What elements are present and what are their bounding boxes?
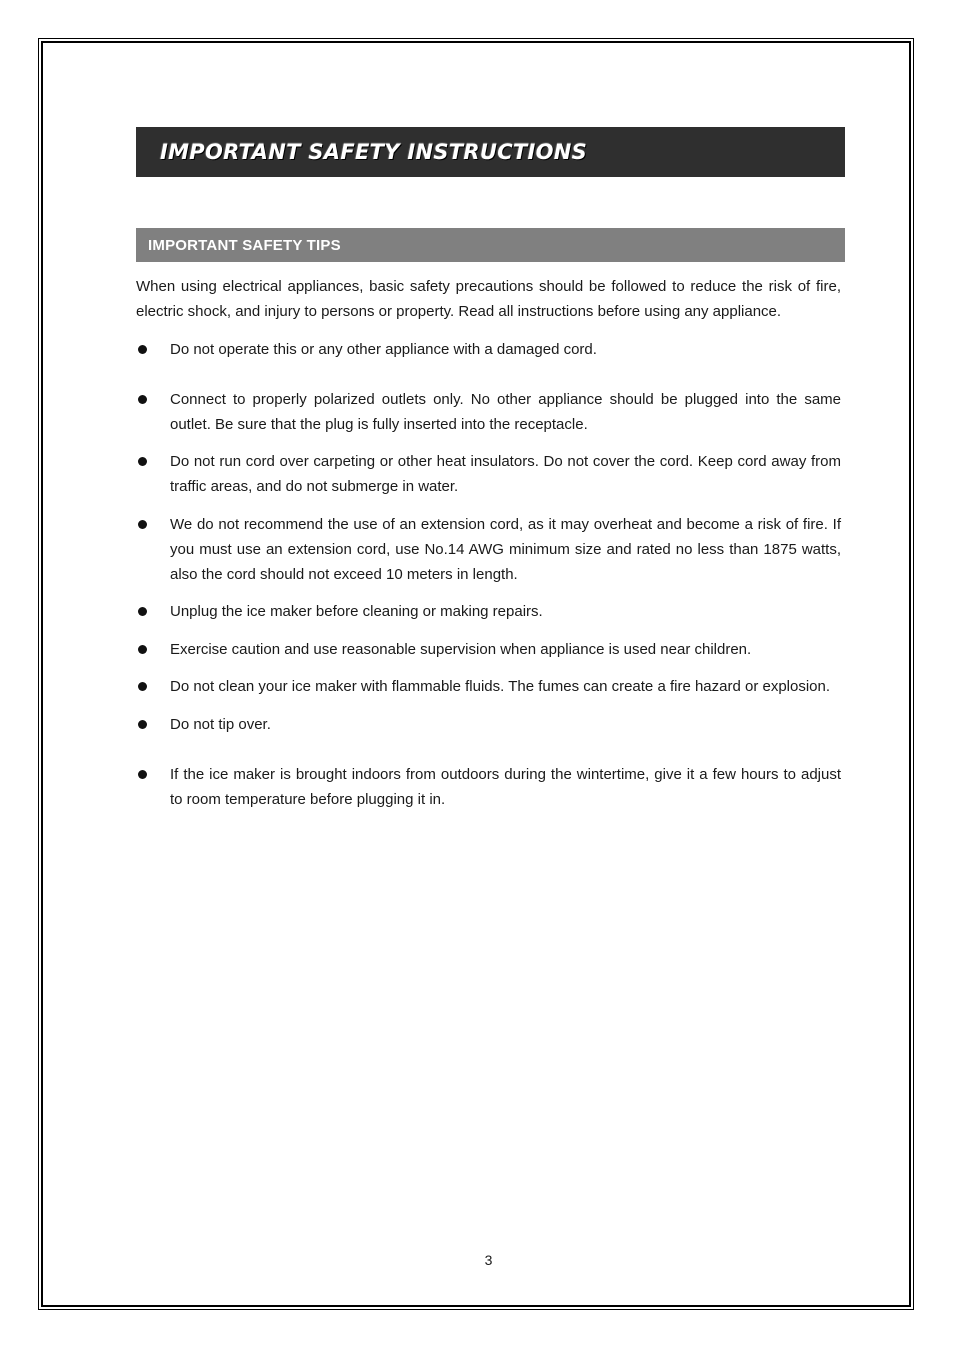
- bullet-icon: [138, 345, 147, 354]
- bullet-icon: [138, 395, 147, 404]
- tip-list-item: [136, 674, 841, 699]
- tip-list-item: [136, 449, 841, 499]
- tip-list-item: [136, 762, 841, 812]
- bullet-icon: [138, 682, 147, 691]
- tip-list-item: [136, 512, 841, 587]
- bullet-icon: [138, 645, 147, 654]
- tip-text: If the ice maker is brought indoors from outdoors during the wintertime, give it a few hours to adjust to room temperature before plugging it in.: [170, 766, 841, 808]
- safety-tips-list: [136, 337, 841, 812]
- intro-paragraph: When using electrical appliances, basic safety precautions should be followed to reduce the risk of fire, electric shock, and injury to persons or property. Read all instructions before using any appliance.: [136, 278, 841, 320]
- bullet-icon: [138, 457, 147, 466]
- tip-text: Do not run cord over carpeting or other heat insulators. Do not cover the cord. Keep cord away from traffic areas, and do not submerge in water.: [170, 453, 841, 495]
- tip-text: Do not tip over.: [170, 716, 271, 733]
- tip-text: We do not recommend the use of an extension cord, as it may overheat and become a risk of fire. If you must use an extension cord, use No.14 AWG minimum size and rated no less than 1875 watts, also the cord should not exceed 10 meters in length.: [170, 516, 841, 583]
- tip-list-item: [136, 637, 841, 662]
- tip-text: Exercise caution and use reasonable supervision when appliance is used near children.: [170, 641, 752, 658]
- tip-list-item: [136, 712, 841, 737]
- tip-list-item: [136, 337, 841, 362]
- tip-text: Connect to properly polarized outlets only. No other appliance should be plugged into the same outlet. Be sure that the plug is fully inserted into the receptacle.: [170, 391, 841, 433]
- tip-list-item: [136, 387, 841, 437]
- bullet-icon: [138, 607, 147, 616]
- tip-list-item: [136, 599, 841, 624]
- title-banner: [136, 127, 845, 177]
- tip-text: Do not clean your ice maker with flammable fluids. The fumes can create a fire hazard or explosion.: [170, 678, 831, 695]
- document-body: [136, 274, 841, 812]
- bullet-icon: [138, 720, 147, 729]
- page-number: 3: [484, 1252, 493, 1268]
- tip-text: Unplug the ice maker before cleaning or making repairs.: [170, 603, 543, 620]
- page-title: IMPORTANT SAFETY INSTRUCTIONS: [160, 140, 588, 164]
- section-heading-bar: [136, 228, 845, 262]
- tip-text: Do not operate this or any other appliance with a damaged cord.: [170, 341, 597, 358]
- bullet-icon: [138, 520, 147, 529]
- section-heading: IMPORTANT SAFETY TIPS: [148, 236, 341, 254]
- bullet-icon: [138, 770, 147, 779]
